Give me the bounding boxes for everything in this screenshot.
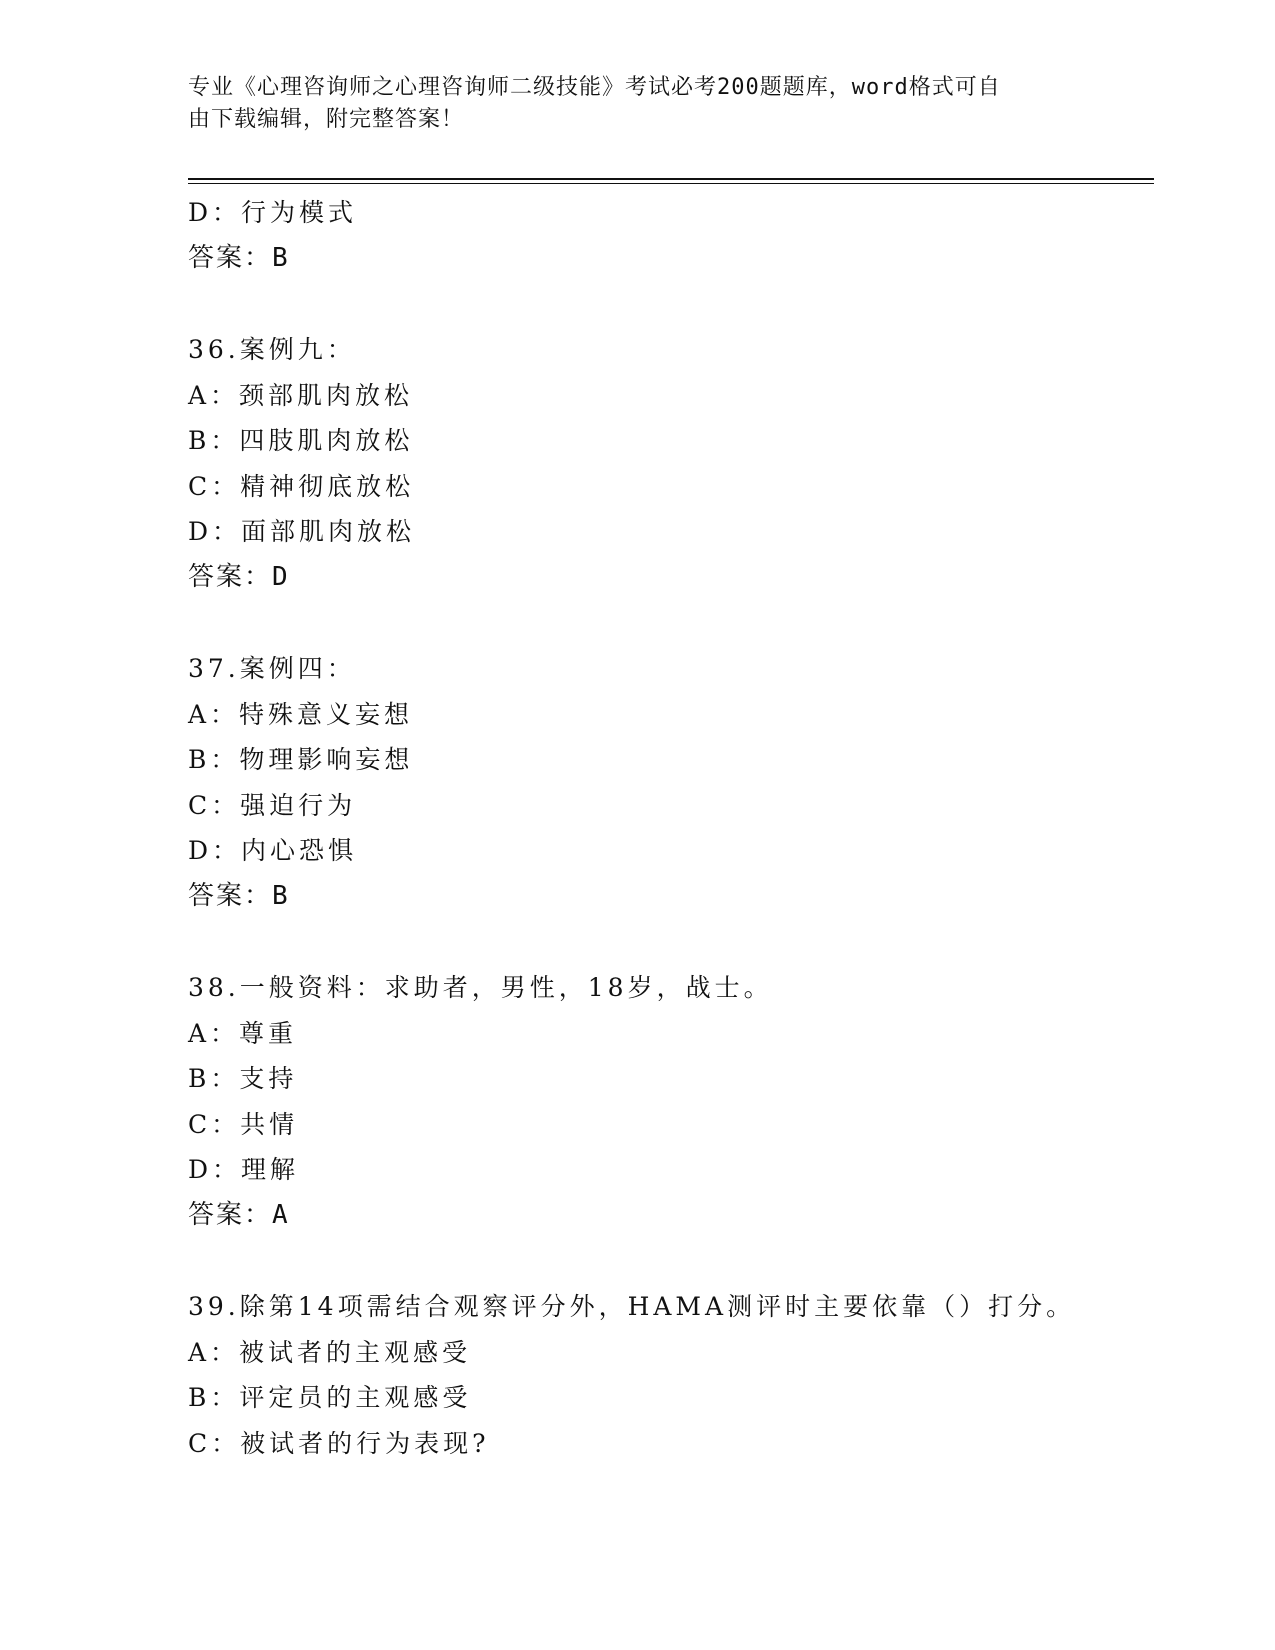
option-b: B：四肢肌肉放松	[188, 426, 414, 455]
option-b: B：物理影响妄想	[188, 745, 414, 774]
question-stem: 36.案例九：	[188, 335, 356, 364]
option-a: A：颈部肌肉放松	[188, 380, 414, 410]
option-a: A：特殊意义妄想	[188, 699, 414, 729]
document-header	[188, 72, 1068, 136]
spacer	[188, 281, 1154, 327]
spacer	[188, 1238, 1154, 1284]
option-c: C：精神彻底放松	[188, 471, 415, 501]
question-block-36	[188, 327, 1154, 600]
option-b: B：评定员的主观感受	[188, 1383, 472, 1412]
question-stem: 39.除第14项需结合观察评分外，HAMA测评时主要依靠（）打分。	[188, 1292, 1076, 1321]
question-list	[188, 190, 1154, 1466]
option-a: A：尊重	[188, 1018, 298, 1048]
question-stem: 38.一般资料：求助者，男性，18岁，战士。	[188, 973, 773, 1002]
question-stem: 37.案例四：	[188, 654, 356, 683]
header-line-1: 专业《心理咨询师之心理咨询师二级技能》考试必考200题题库，word格式可自	[188, 75, 1001, 100]
spacer	[188, 919, 1154, 965]
question-block-35-tail	[188, 190, 1154, 281]
header-divider-thick	[188, 178, 1154, 180]
option-d: D：行为模式	[188, 198, 358, 227]
option-d: D：内心恐惧	[188, 836, 358, 865]
header-divider-thin	[188, 183, 1154, 184]
question-block-38	[188, 965, 1154, 1238]
answer-line: 答案：B	[188, 242, 290, 273]
option-c: C：被试者的行为表现?	[188, 1428, 490, 1458]
option-c: C：强迫行为	[188, 790, 357, 820]
option-d: D：理解	[188, 1155, 300, 1184]
answer-line: 答案：A	[188, 1199, 290, 1230]
answer-line: 答案：D	[188, 561, 290, 592]
header-line-2: 由下载编辑，附完整答案！	[188, 107, 465, 132]
option-b: B：支持	[188, 1064, 298, 1093]
question-block-39	[188, 1284, 1154, 1466]
option-a: A：被试者的主观感受	[188, 1337, 472, 1367]
question-block-37	[188, 646, 1154, 919]
spacer	[188, 600, 1154, 646]
option-d: D：面部肌肉放松	[188, 517, 416, 546]
option-c: C：共情	[188, 1109, 299, 1139]
answer-line: 答案：B	[188, 880, 290, 911]
